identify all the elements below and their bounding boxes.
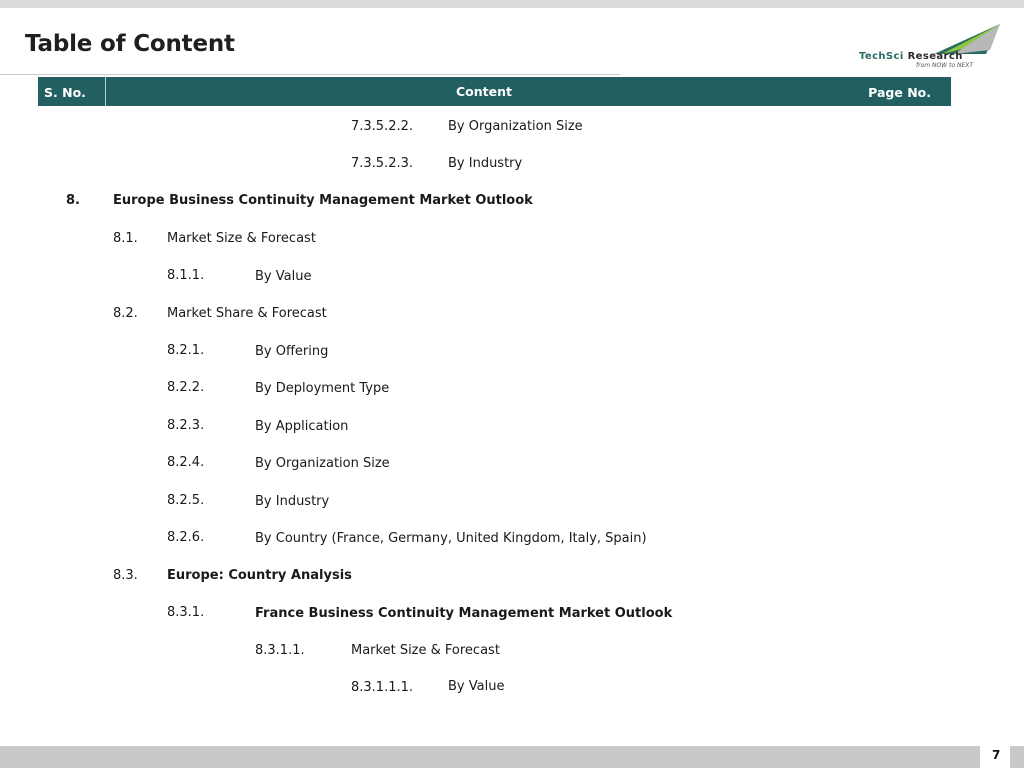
toc-row-text: By Offering: [255, 344, 329, 359]
toc-row-text: Europe: Country Analysis: [167, 568, 352, 583]
page-title: Table of Content: [25, 31, 235, 57]
toc-row-text: By Organization Size: [255, 456, 390, 471]
toc-row-num: 8.2.5.: [167, 493, 205, 508]
toc-row-text: By Organization Size: [448, 119, 583, 134]
header-page-no: Page No.: [868, 85, 931, 100]
toc-row-num: 8.3.1.1.: [255, 643, 305, 658]
toc-row-text: Market Size & Forecast: [351, 643, 500, 658]
toc-row-num: 8.3.1.1.1.: [351, 680, 414, 695]
logo-tagline: from NOW to NEXT: [916, 62, 974, 69]
logo-brand: [859, 51, 963, 62]
toc-row-text: By Industry: [448, 156, 523, 171]
toc-row-num: 8.2.1.: [167, 343, 205, 358]
title-divider: [0, 74, 620, 75]
toc-row-num: 8.1.: [113, 231, 138, 246]
toc-row-text: By Value: [448, 679, 505, 694]
table-header: [38, 77, 951, 106]
logo-brand-a: TechSci: [859, 51, 904, 62]
toc-row-text: By Country (France, Germany, United Kingdom, Italy, Spain): [255, 531, 647, 546]
toc-row-num: 8.3.1.: [167, 605, 205, 620]
toc-row-num: 8.2.6.: [167, 530, 205, 545]
toc-row-num: 8.: [66, 193, 80, 208]
toc-row-text: Europe Business Continuity Management Market Outlook: [113, 193, 533, 208]
toc-row-num: 8.1.1.: [167, 268, 205, 283]
toc-row-num: 8.2.: [113, 306, 138, 321]
toc-row-text: France Business Continuity Management Market Outlook: [255, 606, 673, 621]
header-content: Content: [456, 84, 512, 99]
toc-row-num: 8.2.3.: [167, 418, 205, 433]
footer-band: [0, 746, 1024, 768]
toc-row-text: By Application: [255, 419, 349, 434]
page-number: 7: [992, 748, 1001, 762]
logo-brand-b: Research: [907, 51, 963, 62]
toc-row-num: 8.2.2.: [167, 380, 205, 395]
top-band: [0, 0, 1024, 8]
header-sno: S. No.: [44, 85, 86, 100]
toc-row-text: By Value: [255, 269, 312, 284]
toc-row-num: 8.2.4.: [167, 455, 205, 470]
toc-row-text: Market Size & Forecast: [167, 231, 316, 246]
toc-row-text: By Industry: [255, 494, 330, 509]
toc-row-text: By Deployment Type: [255, 381, 390, 396]
techsci-logo: [856, 24, 1001, 72]
toc-row-num: 8.3.: [113, 568, 138, 583]
toc-row-text: Market Share & Forecast: [167, 306, 327, 321]
header-separator: [105, 77, 106, 106]
toc-row-num: 7.3.5.2.2.: [351, 119, 414, 134]
toc-row-num: 7.3.5.2.3.: [351, 156, 414, 171]
